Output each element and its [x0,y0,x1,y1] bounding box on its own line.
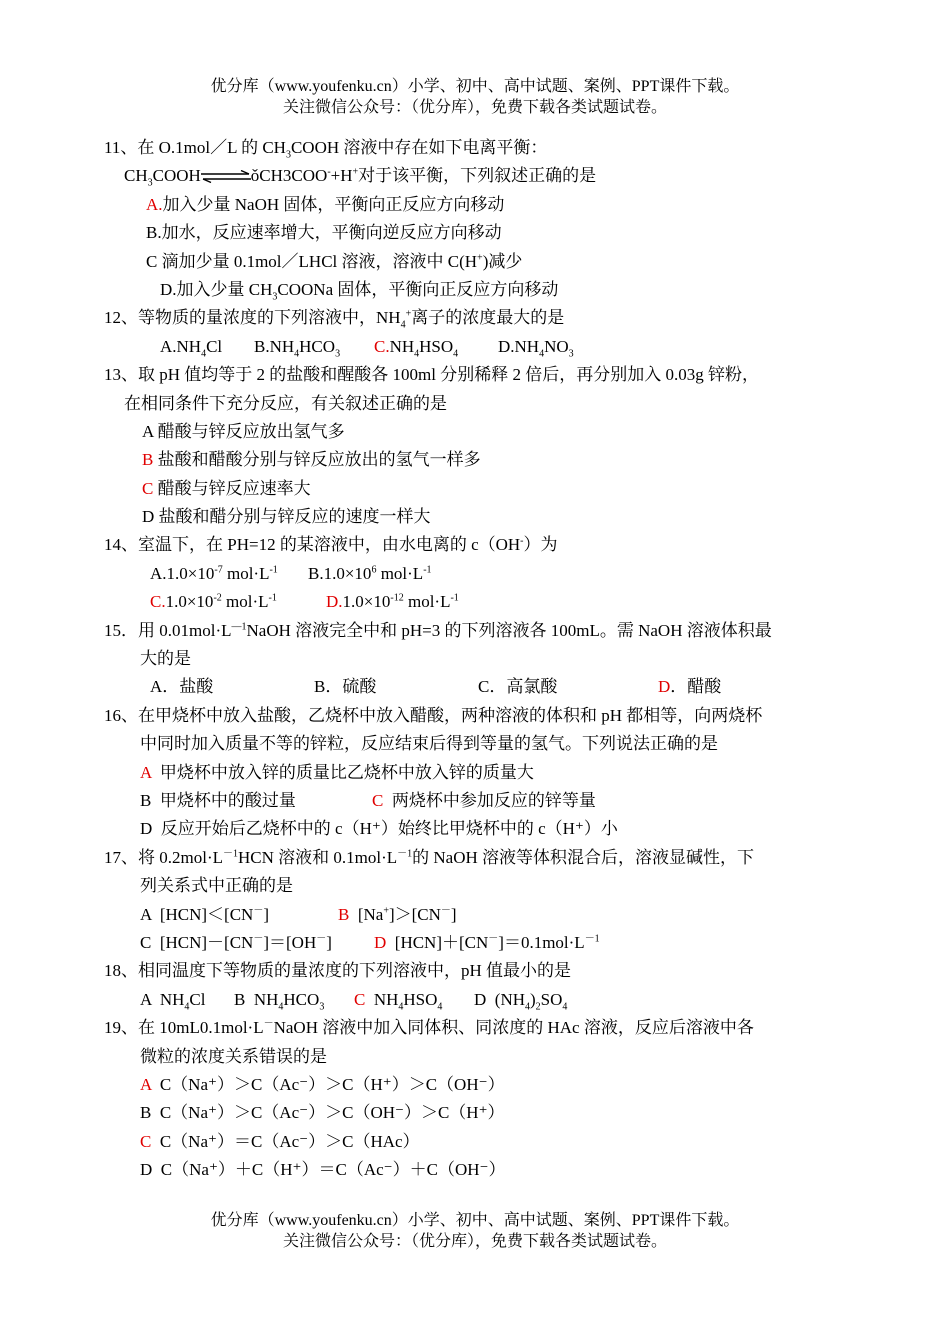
q14-option-a: $A.1.0\times 10^{-7}$ $mol\cdot L^{-1}$ [150,563,278,583]
q14-option-c: $C.1.0\times 10^{-2}$ $mol\cdot L^{-1}$ [150,592,277,612]
q17-option-c: C [HCN]－[CN－]＝[OH－] [140,932,332,952]
q16-stem-line-2: 中同时加入质量不等的锌粒，反应结束后得到等量的氢气。下列说法正确的是 [140,734,718,754]
q15-option-d: D．醋酸 [658,677,722,697]
equilibrium-arrow-icon [201,170,251,184]
q18-option-c: C $NH_4HSO_4$ [354,989,443,1013]
q14-option-d: $D.1.0\times 10^{-12}$ $mol\cdot L^{-1}$ [326,592,459,612]
q11-option-b: B.加水，反应速率增大，平衡向逆反应方向移动 [146,223,502,243]
q15-options [104,673,852,701]
q12-stem: 12、等物质的量浓度的下列溶液中，$NH_4^+$离子的浓度最大的是 [104,308,565,331]
q16-option-c: C 两烧杯中参加反应的锌等量 [372,790,596,810]
q12-options [104,333,852,361]
q17-stem-line-2: 列关系式中正确的是 [140,876,293,896]
q12-option-c: $C.NH_4HSO_4$ [374,336,459,360]
q18-option-b: B $NH_4HCO_3$ [234,989,325,1013]
q15-option-a: A．盐酸 [150,677,214,697]
q16-option-d: D 反应开始后乙烧杯中的 c（H⁺）始终比甲烧杯中的 c（H⁺）小 [140,819,618,839]
q18-option-a: A $NH_4Cl$ [140,989,206,1013]
q13-stem-line-1: 13、取 pH 值均等于 2 的盐酸和醒酸各 100ml 分别稀释 2 倍后，再分别加入 0.03g 锌粉， [104,365,759,385]
q19-option-a: A C（Na⁺）＞C（Ac⁻）＞C（H⁺）＞C（OH⁻） [140,1074,505,1094]
q16-option-b: B 甲烧杯中的酸过量 [140,790,296,810]
q18-stem: 18、相同温度下等物质的量浓度的下列溶液中，pH 值最小的是 [104,961,572,981]
q12-option-d: $D.NH_4NO_3$ [498,336,574,360]
q11-equation: $CH_3COOH$ ǒCH3COO-+H+对于该平衡，下列叙述正确的是 [124,166,597,189]
q19-option-b: B C（Na⁺）＞C（Ac⁻）＞C（OH⁻）＞C（H⁺） [140,1103,505,1123]
q11-stem: 11、在 O.1mol／L 的 $CH_3COOH$ 溶液中存在如下电离平衡： [104,138,548,161]
q19-option-d: D C（Na⁺）＋C（H⁺）＝C（Ac⁻）＋C（OH⁻） [140,1160,506,1180]
q17-option-a: A [HCN]＜[CN－] [140,904,270,924]
q18-option-d: D $(NH_4)_2SO_4$ [474,989,568,1013]
q16-stem-line-1: 16、在甲烧杯中放入盐酸，乙烧杯中放入醋酸，两种溶液的体积和 pH 都相等，向两烧杯 [104,705,763,725]
page-footer [0,1210,950,1252]
header-line-2: 关注微信公众号：（优分库），免费下载各类试题试卷。 [282,99,667,116]
q14-options-cd [104,588,852,616]
q19-stem-line-2: 微粒的浓度关系错误的是 [140,1046,327,1066]
q14-options-ab [104,560,852,588]
header-line-1: 优分库（www.youfenku.cn）小学、初中、高中试题、案例、PPT课件下载。 [210,78,740,95]
q14-stem: 14、室温下，在 PH=12 的某溶液中，由水电离的 c（OH-）为 [104,535,558,555]
q15-stem-line-2: 大的是 [140,649,191,669]
q17-options-ab [104,901,852,929]
q12-option-a: $A.NH_4Cl$ [160,336,223,360]
q17-option-d: D $[HCN]+[CN^-]=0.1mol\cdot L^{-1}$ [374,932,600,952]
q13-option-b: B 盐酸和醋酸分别与锌反应放出的氢气一样多 [142,450,481,470]
footer-line-2: 关注微信公众号：（优分库），免费下载各类试题试卷。 [282,1233,667,1250]
q16-options-bc [104,787,852,815]
q15-option-c: C．高氯酸 [478,677,558,697]
q19-stem-line-1: 19、在 10mL0.1mol·L－NaOH 溶液中加入同体积、同浓度的 HAc 溶液，反应后溶液中各 [104,1018,754,1038]
q12-option-b: $B.NH_4HCO_3$ [254,336,341,360]
q17-option-b: B [Na+]＞[CN－] [338,904,457,924]
q13-option-c: C 醋酸与锌反应速率大 [142,478,311,498]
q11-option-d: D.加入少量 $CH_3COONa$ 固体，平衡向正反应方向移动 [160,279,559,303]
q13-option-a: A 醋酸与锌反应放出氢气多 [142,421,345,441]
q17-stem-line-1: 17、将 $0.2mol\cdot L^{-1}HCN$ 溶液和 $0.1mol\cdot L^{-1}$的 NaOH 溶液等体积混合后，溶液显碱性，下 [104,847,755,867]
question-list [104,134,852,1184]
q11-option-a: A.加入少量 NaOH 固体，平衡向正反应方向移动 [146,194,505,214]
q15-stem-line-1: 15．用 $0.01mol\cdot L^{—1}NaOH$ 溶液完全中和 pH=3 的下列溶液各 100mL。需 NaOH 溶液体积最 [104,620,772,640]
q19-option-c: C C（Na⁺）＝C（Ac⁻）＞C（HAc） [140,1131,420,1151]
q14-option-b: $B.1.0\times 10^6$ $mol\cdot L^{-1}$ [308,563,432,583]
q17-options-cd [104,929,852,957]
q11-option-c: C 滴加少量 0.1mol／LHCl 溶液，溶液中 C(H+)减少 [146,251,523,271]
page-header [0,76,950,118]
q18-options [104,986,852,1014]
q16-option-a: A 甲烧杯中放入锌的质量比乙烧杯中放入锌的质量大 [140,762,534,782]
q15-option-b: B．硫酸 [314,677,377,697]
footer-line-1: 优分库（www.youfenku.cn）小学、初中、高中试题、案例、PPT课件下载。 [210,1212,740,1229]
q13-option-d: D 盐酸和醋分别与锌反应的速度一样大 [142,507,431,527]
q13-stem-line-2: 在相同条件下充分反应，有关叙述正确的是 [124,393,447,413]
